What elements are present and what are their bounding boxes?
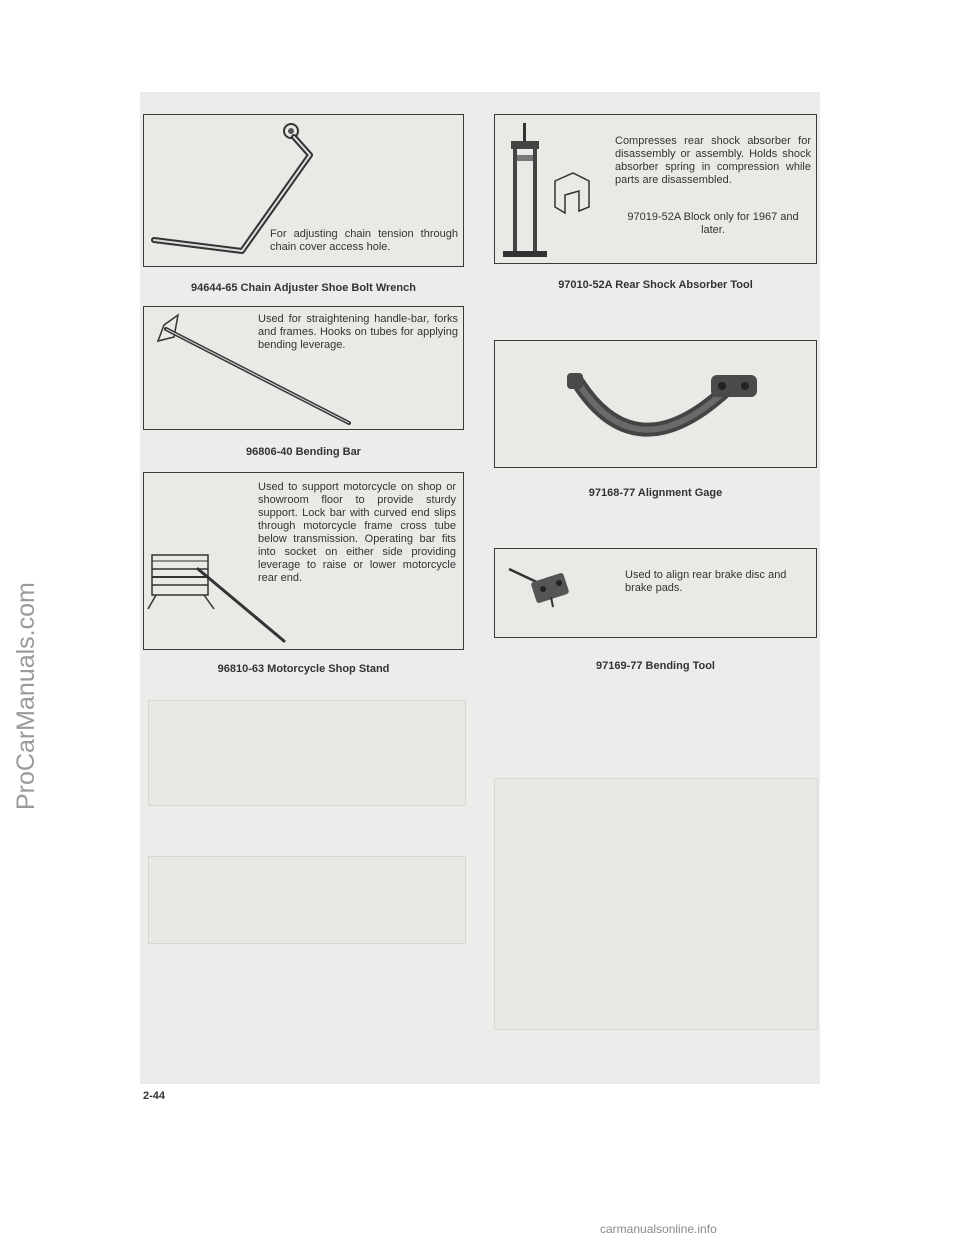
tool-description: Used for straightening handle-bar, forks and frames. Hooks on tubes for applying bending leverage. xyxy=(258,313,458,351)
tool-caption: 96810-63 Motorcycle Shop Stand xyxy=(217,663,390,675)
ghost-panel xyxy=(148,700,466,806)
tool-caption: 97169-77 Bending Tool xyxy=(596,660,715,672)
tool-caption: 96806-40 Bending Bar xyxy=(246,446,361,458)
bending-tool-illustration xyxy=(495,549,615,637)
shock-tool-illustration xyxy=(495,115,605,263)
tool-description: Used to align rear brake disc and brake pads. xyxy=(625,569,787,594)
ghost-panel xyxy=(494,778,818,1030)
ghost-panel xyxy=(148,856,466,944)
tool-panel-shock-tool xyxy=(494,114,817,264)
tool-panel-alignment-gage xyxy=(494,340,817,468)
alignment-gage-illustration xyxy=(495,341,818,469)
tool-caption: 97010-52A Rear Shock Absorber Tool xyxy=(558,279,753,291)
side-watermark: ProCarManuals.com xyxy=(12,582,40,810)
tool-description: Used to support motorcycle on shop or showroom floor to provide sturdy support. Lock bar with curved end slips through motorcycle frame cross tube below transmission. Operating bar fits into socket on either side providing leverage to raise or lower motorcycle rear end. xyxy=(258,481,456,584)
tool-description: For adjusting chain tension through chain cover access hole. xyxy=(270,228,458,253)
tool-panel-shop-stand xyxy=(143,472,464,650)
tool-panel-bending-bar xyxy=(143,306,464,430)
tool-caption: 97168-77 Alignment Gage xyxy=(588,487,723,499)
page-number: 2-44 xyxy=(143,1090,166,1102)
tool-caption: 94644-65 Chain Adjuster Shoe Bolt Wrench xyxy=(191,282,416,294)
tool-panel-bending-tool xyxy=(494,548,817,638)
tool-note: 97019-52A Block only for 1967 and later. xyxy=(627,211,799,236)
tool-panel-chain-wrench xyxy=(143,114,464,267)
tool-description: Compresses rear shock absorber for disassembly or assembly. Holds shock absorber spring in compression while parts are disassembled. xyxy=(615,135,811,186)
footer-watermark: carmanualsonline.info xyxy=(600,1222,717,1236)
